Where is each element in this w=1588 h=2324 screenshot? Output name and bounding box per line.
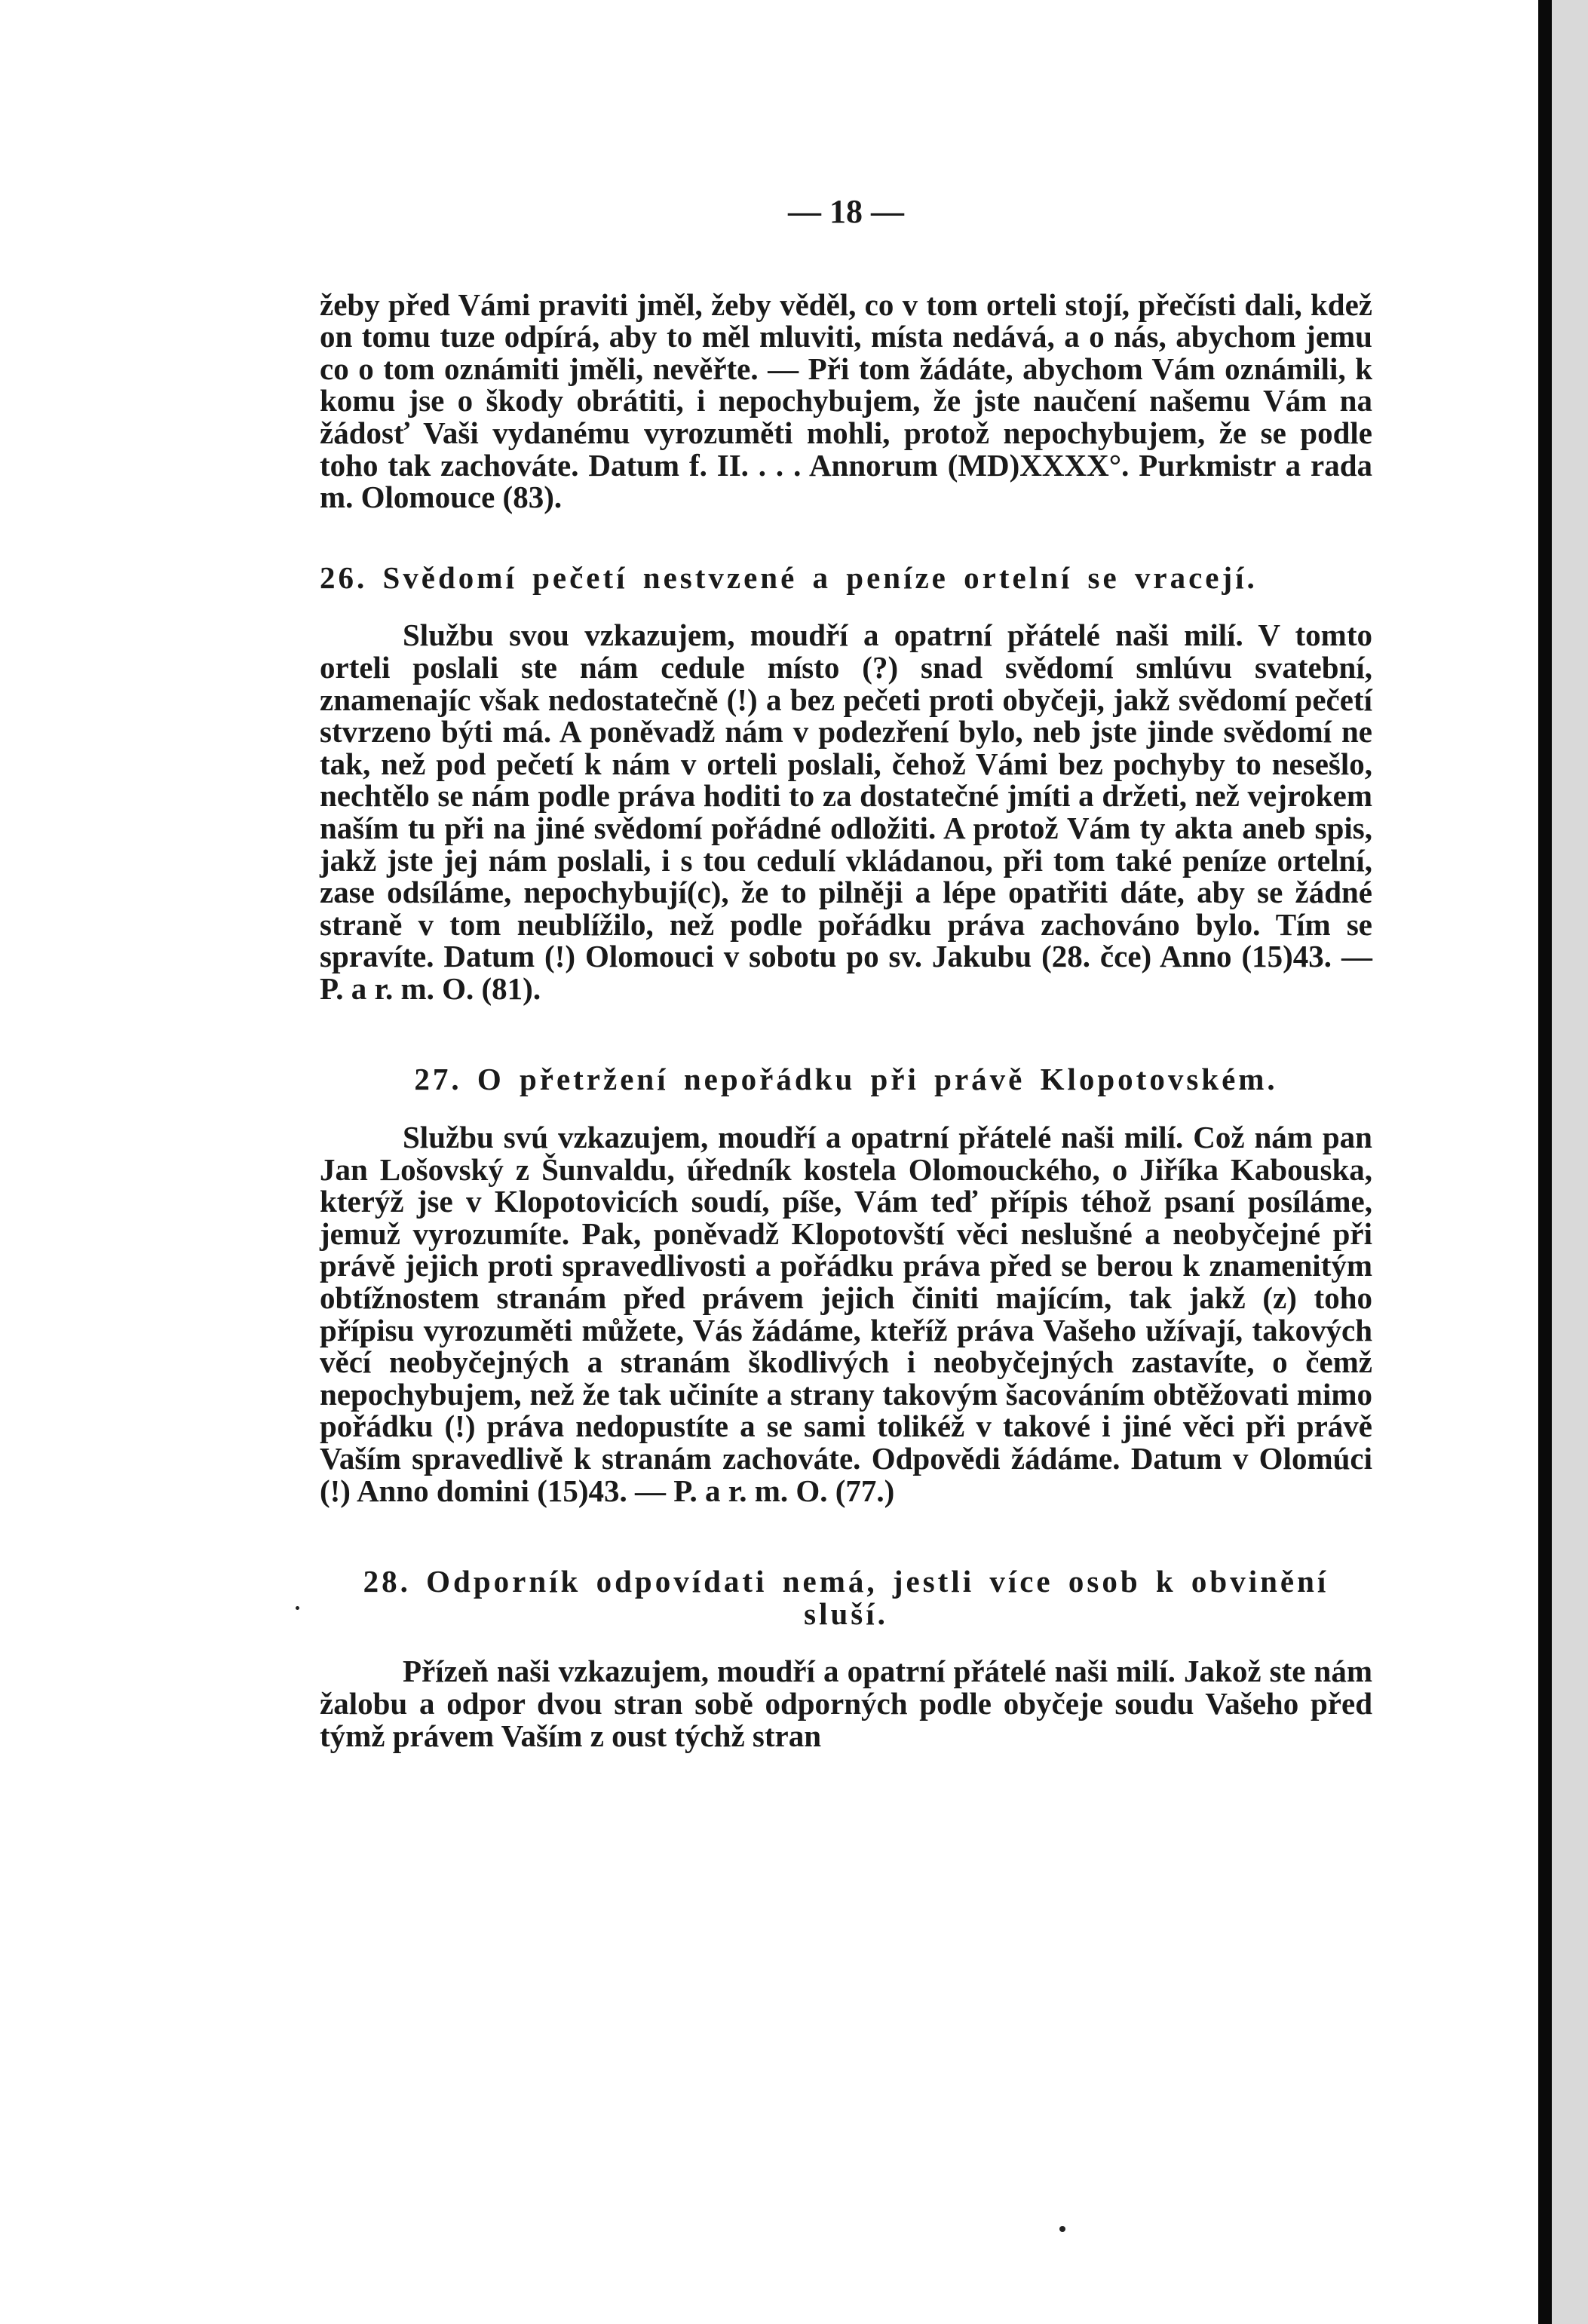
page-content <box>320 193 1372 1753</box>
spacer <box>320 1004 1372 1063</box>
section-28-number: 28. <box>363 1564 411 1599</box>
scan-right-margin <box>1552 0 1588 2324</box>
section-28-title: Odporník odpovídati nemá, jestli více osob k obvinění sluší. <box>426 1564 1329 1631</box>
scan-edge-shadow <box>1538 0 1552 2324</box>
scan-speck <box>1059 2226 1065 2232</box>
section-26-heading <box>320 562 1372 594</box>
spacer <box>320 1096 1372 1121</box>
spacer <box>320 1630 1372 1655</box>
intro-paragraph: žeby před Vámi praviti jměl, žeby věděl, co v tom orteli stojí, přečísti dali, kdež on tomu tuze odpírá, aby to měl mluviti, místa nedává, a o nás, abychom jemu co o tom oznámiti jměli, nevěřte. — Při tom žádáte, abychom Vám oznámili, k komu jse o škody obrátiti, i nepochybujem, že jste naučení našemu Vám na žádosť Vaši vydanému vyrozuměti mohli, protož nepochybujem, že se podle toho tak zachováte. Datum f. II. . . . Annorum (MD)XXXX°. Purkmistr a rada m. Olomouce (83). <box>320 287 1372 515</box>
section-26-body: Službu svou vzkazujem, moudří a opatrní přátelé naši milí. V tomto orteli poslali ste nám cedule místo (?) snad svědomí smlúvu svatební, znamenajíc však nedostatečně (!) a bez pečeti proti obyčeji, jakž svědomí pečetí stvrzeno býti má. A poněvadž nám v podezření bylo, neb jste jinde svědomí ne tak, než pod pečetí k nám v orteli poslali, čehož Vámi bez pochyby to nesešlo, nechtělo se nám podle práva hoditi to za dostatečné jmíti a držeti, než vejrokem naším tu při na jiné svědomí pořádné odložiti. A protož Vám ty akta aneb spis, jakž jste jej nám poslali, i s tou cedulí vkládanou, při tom také peníze ortelní, zase odsíláme, nepochybují(c), že to pilněji a lépe opatřiti dáte, aby se žádné straně v tom neublížilo, než podle pořádku práva zachováno bylo. Tím se spravíte. Datum (!) Olomouci v sobotu po sv. Jakubu (28. čce) Anno (15)43. — P. a r. m. O. (81). <box>320 618 1372 1006</box>
spacer <box>320 593 1372 619</box>
section-27-title: O přetržení nepořádku při právě Klopotovském. <box>477 1062 1278 1097</box>
section-27-body: Službu svú vzkazujem, moudří a opatrní přátelé naši milí. Což nám pan Jan Lošovský z Šunvaldu, úředník kostela Olomouckého, o Jiříka Kabouska, kterýž jse v Klopotovicích soudí, píše, Vám teď přípis téhož psaní posíláme, jemuž vyrozumíte. Pak, poněvadž Klopotovští věci neslušné a neobyčejné při právě jejich proti spravedlivosti a pořádku práva před se berou k znamenitým obtížnostem stranám před právem jejich činiti majícím, tak jakž (z) toho přípisu vyrozuměti můžete, Vás žádáme, kteříž práva Vašeho užívají, takových věcí neobyčejných a stranám škodlivých i neobyčejných zastavíte, o čemž nepochybujem, než že tak učiníte a strany takovým šacováním obtěžovati mimo pořádku (!) práva nedopustíte a se sami tolikéž v takové i jiné věci při právě Vaším spravedlivě k stranám zachováte. Odpovědi žádáme. Datum v Olomúci (!) Anno domini (15)43. — P. a r. m. O. (77.) <box>320 1120 1372 1508</box>
spacer <box>320 514 1372 562</box>
section-26-title: Svědomí pečetí nestvzené a peníze ortelní se vracejí. <box>382 560 1258 595</box>
page-number: — 18 — <box>788 193 904 230</box>
section-27-heading <box>320 1063 1372 1096</box>
scan-speck <box>296 1606 299 1610</box>
section-28-heading <box>320 1565 1372 1630</box>
spacer <box>320 1507 1372 1565</box>
section-26-number: 26. <box>320 560 368 595</box>
section-27-number: 27. <box>414 1062 462 1097</box>
section-28-body: Přízeň naši vzkazujem, moudří a opatrní přátelé naši milí. Jakož ste nám žalobu a odpor dvou stran sobě odporných podle obyčeje soudu Vašeho před týmž právem Vaším z oust týchž stran <box>320 1654 1372 1753</box>
